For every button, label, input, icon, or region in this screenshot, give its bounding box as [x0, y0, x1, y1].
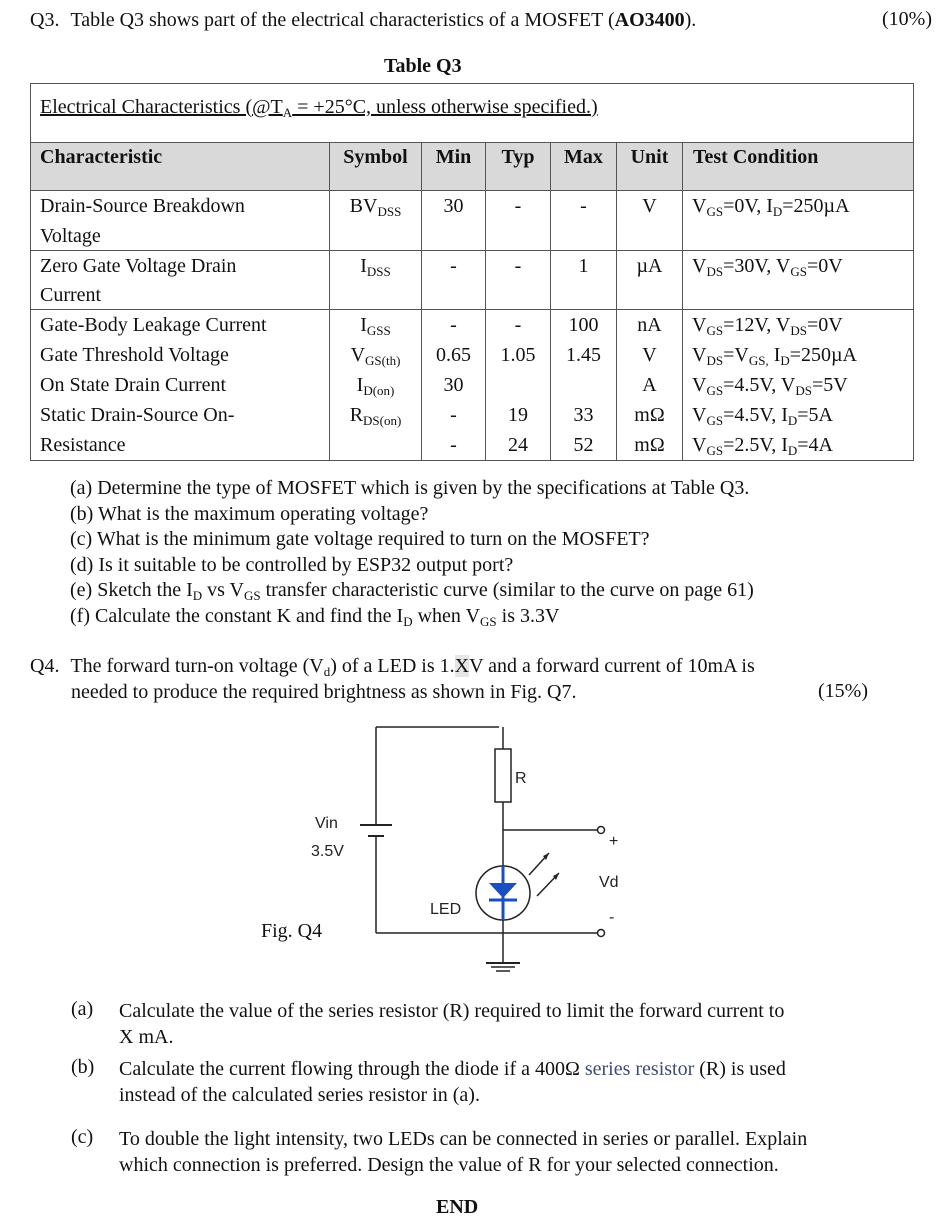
header-test-condition: Test Condition: [693, 146, 819, 168]
row4-max: 1.45: [566, 344, 601, 366]
table-rule: [30, 309, 914, 310]
q3-part-a: (a) Determine the type of MOSFET which is given by the specifications at Table Q3.: [70, 477, 750, 499]
row2-symbol: $I_{DSS}$: [360, 255, 391, 279]
q4-part-c-line2: which connection is preferred. Design the value of R for your selected connection.: [119, 1154, 779, 1176]
minus-label: -: [609, 909, 615, 926]
row3-unit: nA: [637, 314, 662, 336]
row1-typ: -: [514, 195, 522, 217]
q4-part-a-line2: X mA.: [119, 1026, 174, 1048]
q4-part-b-line1: Calculate the current flowing through the diode if a 400Ω series resistor (R) is used: [119, 1058, 786, 1080]
led-label: LED: [430, 901, 462, 918]
row2-max: 1: [578, 255, 589, 277]
row3-min: -: [450, 314, 457, 336]
q4-part-c: [119, 1126, 807, 1178]
q3-text: Table Q3 shows part of the electrical characteristics of a MOSFET (: [70, 9, 615, 31]
q3-subquestions: [70, 476, 754, 629]
q4-part-b: [119, 1056, 786, 1108]
vin-value: 3.5V: [311, 843, 344, 860]
q4-number: Q4.: [30, 655, 60, 677]
plus-terminal: [598, 827, 605, 834]
row2-min: -: [450, 255, 457, 277]
table-col-rule: [682, 142, 683, 461]
highlighted-x: X: [454, 655, 470, 677]
q4-part-c-label: (c): [71, 1126, 94, 1148]
row6-characteristic: Static Drain-Source On-: [40, 404, 235, 426]
row2-test-condition: $V_{DS}=30V$, $V_{GS}=0V$: [692, 255, 843, 279]
plus-label: +: [609, 833, 619, 850]
row5-test-condition: $V_{GS}=4.5V$, $V_{DS}=5V$: [692, 374, 848, 398]
q3-marks: (10%): [882, 8, 932, 30]
q3-part-b: (b) What is the maximum operating voltage?: [70, 502, 429, 525]
header-unit: Unit: [630, 146, 669, 168]
q4-part-a-line1: Calculate the value of the series resistor (R) required to limit the forward current to: [119, 1000, 785, 1022]
q3-part-c: (c) What is the minimum gate voltage required to turn on the MOSFET?: [70, 528, 650, 550]
q3-part-number: AO3400: [614, 9, 685, 31]
table-rule: [30, 190, 914, 191]
row5-min: 30: [443, 374, 464, 396]
row7-min: -: [450, 434, 457, 456]
row1-characteristic: Drain-Source Breakdown: [40, 195, 245, 217]
resistor-label: R: [515, 770, 527, 787]
row4-unit: V: [642, 344, 657, 366]
q4-part-c-line1: To double the light intensity, two LEDs can be connected in series or parallel. Explain: [119, 1128, 808, 1150]
row5-characteristic: On State Drain Current: [40, 374, 227, 396]
figure-caption: Fig. Q4: [261, 920, 323, 942]
row3-typ: -: [514, 314, 522, 336]
row6-max: 33: [573, 404, 594, 426]
row7-max: 52: [573, 434, 594, 456]
q3-heading: [30, 8, 696, 32]
q3-part-f: (f) Calculate the constant K and find the $I_D$ when $V_{GS}$ is 3.3V: [70, 604, 560, 629]
q4-heading-line2: needed to produce the required brightness as shown in Fig. Q7.: [71, 681, 577, 703]
row2-unit: µA: [636, 255, 663, 277]
resistor-body: [495, 749, 511, 802]
row1-max: -: [580, 195, 587, 217]
q3-number: Q3.: [30, 9, 60, 31]
row4-typ: 1.05: [500, 344, 536, 366]
header-characteristic: Characteristic: [40, 146, 163, 168]
row4-symbol: $V_{GS(th)}$: [350, 344, 401, 368]
vin-label: Vin: [315, 815, 338, 832]
row7-typ: 24: [508, 434, 528, 456]
vd-label: Vd: [599, 874, 619, 891]
row1-min: 30: [443, 195, 464, 217]
row4-characteristic: Gate Threshold Voltage: [40, 344, 229, 366]
header-max: Max: [564, 146, 603, 168]
row4-min: 0.65: [436, 344, 471, 366]
table-title: Table Q3: [384, 55, 462, 77]
q4-part-a: [119, 998, 784, 1050]
row6-unit: mΩ: [634, 404, 665, 426]
row1-test-condition: $V_{GS}=0V$, $I_D=250\mu A$: [692, 195, 850, 219]
row6-min: -: [450, 404, 457, 426]
row1-symbol: $BV_{DSS}$: [349, 195, 402, 219]
row3-test-condition: $V_{GS}=12V$, $V_{DS}=0V$: [692, 314, 843, 338]
row1-characteristic-cont: Voltage: [40, 225, 101, 247]
q4-part-a-label: (a): [71, 998, 94, 1020]
circuit-diagram: [0, 700, 952, 990]
led-symbol: [489, 866, 517, 920]
row3-characteristic: Gate-Body Leakage Current: [40, 314, 267, 336]
row7-test-condition: $V_{GS}=2.5V$, $I_D=4A$: [692, 434, 834, 458]
q4-part-b-label: (b): [71, 1056, 95, 1078]
q3-text-after: ).: [684, 9, 697, 31]
row5-unit: A: [642, 374, 657, 396]
minus-terminal: [598, 930, 605, 937]
row6-typ: 19: [508, 404, 528, 426]
row4-test-condition: $V_{DS}=V_{GS,}$ $I_D=250\mu A$: [692, 344, 857, 368]
row2-characteristic-cont: Current: [40, 284, 102, 306]
row5-symbol: $I_{D(on)}$: [356, 374, 395, 398]
row6-characteristic-cont: Resistance: [40, 434, 126, 456]
q4-heading-line1: Q4. The forward turn-on voltage $(V_d)$ of a LED is 1.XV and a forward current of 10mA is: [30, 655, 755, 679]
q3-part-d: (d) Is it suitable to be controlled by ESP32 output port?: [70, 553, 514, 576]
table-rule: [30, 250, 914, 251]
row2-characteristic: Zero Gate Voltage Drain: [40, 255, 237, 277]
header-min: Min: [435, 146, 472, 168]
table-rule: [30, 142, 914, 143]
row1-unit: V: [642, 195, 657, 217]
series-resistor-link: series resistor: [584, 1058, 695, 1080]
q3-part-e: (e) Sketch the $I_D$ vs $V_{GS}$ transfer characteristic curve (similar to the curve on page 61): [70, 579, 754, 603]
row2-typ: -: [514, 255, 522, 277]
header-symbol: Symbol: [343, 146, 408, 168]
header-typ: Typ: [501, 146, 535, 168]
row6-test-condition: $V_{GS}=4.5V$, $I_D=5A$: [692, 404, 834, 428]
q4-part-b-line2: instead of the calculated series resistor in (a).: [119, 1084, 480, 1106]
table-caption: Electrical Characteristics ($@T_A = +25^\circ C$, unless otherwise specified.): [40, 96, 598, 120]
row3-max: 100: [568, 314, 599, 336]
row6-symbol: $R_{DS(on)}$: [349, 404, 402, 428]
end-marker: END: [436, 1196, 479, 1218]
row3-symbol: $I_{GSS}$: [360, 314, 391, 338]
q4-marks: (15%): [818, 680, 868, 702]
row7-unit: mΩ: [634, 434, 665, 456]
